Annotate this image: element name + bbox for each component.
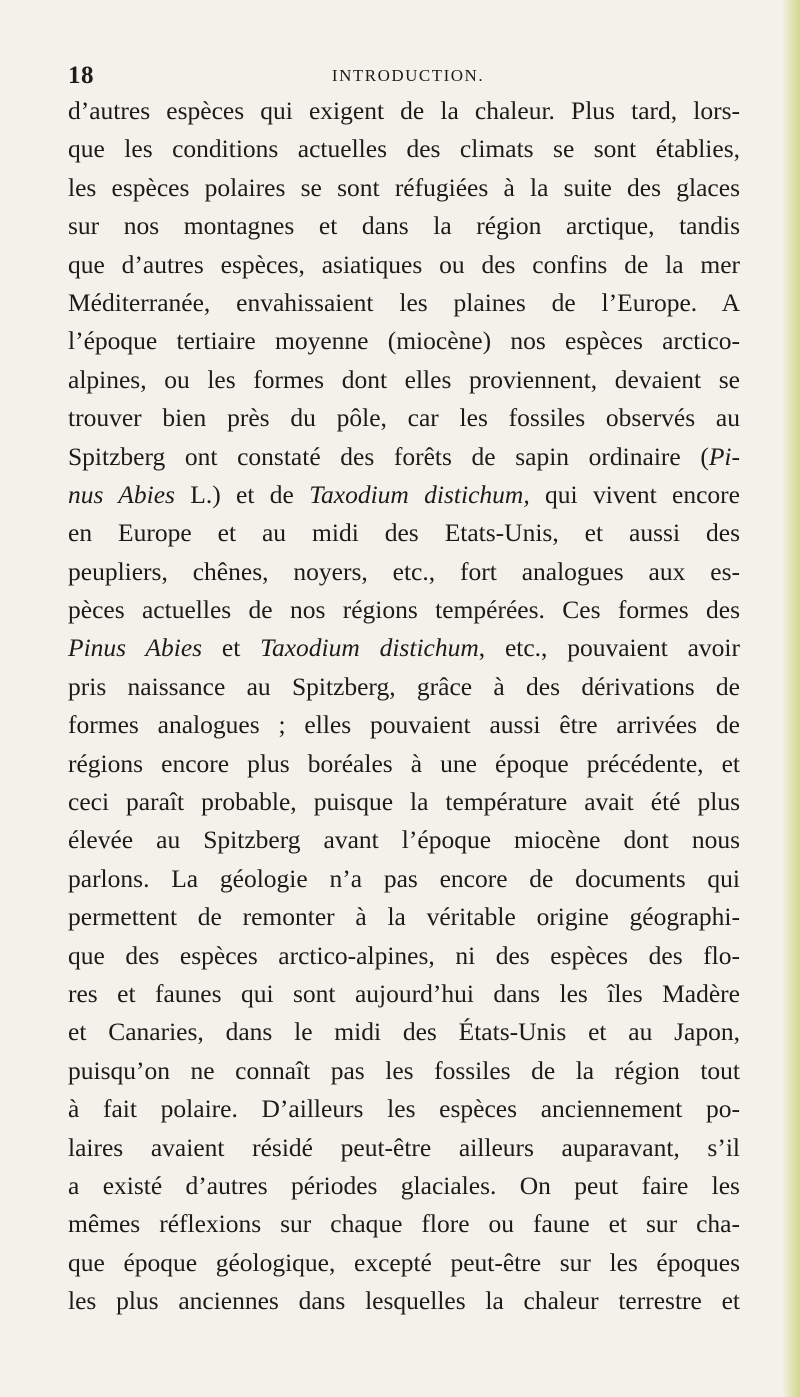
text-line	[68, 399, 740, 437]
text-run: sur nos montagnes et dans la région arctique, tandis	[68, 211, 740, 241]
text-line	[68, 1205, 740, 1243]
text-line	[68, 591, 740, 629]
page-edge	[782, 0, 800, 1397]
text-line	[68, 975, 740, 1013]
text-line	[68, 284, 740, 322]
text-line	[68, 821, 740, 859]
text-line	[68, 860, 740, 898]
text-line	[68, 668, 740, 706]
text-run: élevée au Spitzberg avant l’époque miocène dont nous	[68, 825, 740, 855]
text-line	[68, 706, 740, 744]
text-line	[68, 322, 740, 360]
text-run: que époque géologique, excepté peut-être sur les époques	[68, 1247, 740, 1277]
italic-text: Taxodium distichum,	[309, 479, 530, 509]
text-line	[68, 1013, 740, 1051]
text-run: trouver bien près du pôle, car les fossiles observés au	[68, 403, 740, 433]
text-run: qui vivent encore	[529, 479, 740, 509]
text-run: que les conditions actuelles des climats se sont établies,	[68, 134, 740, 164]
text-run: , etc., pouvaient avoir	[478, 633, 740, 663]
text-run: en Europe et au midi des Etats-Unis, et aussi des	[68, 518, 740, 548]
text-line	[68, 937, 740, 975]
page-header	[68, 62, 748, 92]
text-run: parlons. La géologie n’a pas encore de documents qui	[68, 863, 740, 893]
text-run: alpines, ou les formes dont elles proviennent, devaient se	[68, 364, 740, 394]
text-run: les espèces polaires se sont réfugiées à la suite des glaces	[68, 172, 740, 202]
text-run: que des espèces arctico-alpines, ni des espèces des flo-	[68, 940, 740, 970]
text-line	[68, 438, 740, 476]
text-line	[68, 1244, 740, 1282]
text-run: res et faunes qui sont aujourd’hui dans les îles Madère	[68, 978, 740, 1008]
page-number: 18	[68, 62, 94, 89]
text-line	[68, 361, 740, 399]
text-run: mêmes réflexions sur chaque flore ou faune et sur cha-	[68, 1209, 740, 1239]
text-run: pèces actuelles de nos régions tempérées. Ces formes des	[68, 595, 740, 625]
text-run: peupliers, chênes, noyers, etc., fort analogues aux es-	[68, 556, 740, 586]
text-line	[68, 783, 740, 821]
text-line	[68, 246, 740, 284]
text-run: régions encore plus boréales à une époque précédente, et	[68, 748, 740, 778]
text-line	[68, 745, 740, 783]
text-run: pris naissance au Spitzberg, grâce à des dérivations de	[68, 671, 740, 701]
text-run: formes analogues ; elles pouvaient aussi être arrivées de	[68, 710, 740, 740]
text-line	[68, 553, 740, 591]
text-run: et Canaries, dans le midi des États-Unis et au Japon,	[68, 1017, 740, 1047]
text-run: Spitzberg ont constaté des forêts de sapin ordinaire (	[68, 441, 709, 471]
text-run: que d’autres espèces, asiatiques ou des confins de la mer	[68, 249, 740, 279]
text-line	[68, 207, 740, 245]
text-run: à fait polaire. D’ailleurs les espèces anciennement po-	[68, 1094, 740, 1124]
text-run: et	[202, 633, 261, 663]
text-line	[68, 1282, 740, 1320]
text-line	[68, 1090, 740, 1128]
text-run: ceci paraît probable, puisque la température avait été plus	[68, 787, 740, 817]
italic-text: Pi-	[708, 441, 740, 471]
text-line	[68, 1167, 740, 1205]
text-run: a existé d’autres périodes glaciales. On peut faire les	[68, 1170, 740, 1200]
italic-text: Taxodium distichum	[260, 633, 479, 663]
text-line	[68, 629, 740, 667]
text-run: puisqu’on ne connaît pas les fossiles de la région tout	[68, 1055, 740, 1085]
text-line	[68, 92, 740, 130]
italic-text: Pinus Abies	[68, 633, 203, 663]
text-run: permettent de remonter à la véritable origine géographi-	[68, 902, 740, 932]
text-line	[68, 1129, 740, 1167]
text-run: Méditerranée, envahissaient les plaines de l’Europe. A	[68, 287, 740, 317]
text-run: L.) et de	[174, 479, 310, 509]
text-line	[68, 130, 740, 168]
text-run: l’époque tertiaire moyenne (miocène) nos espèces arctico-	[68, 326, 740, 356]
text-line	[68, 898, 740, 936]
body-text	[68, 92, 740, 1321]
text-line	[68, 476, 740, 514]
text-run: d’autres espèces qui exigent de la chaleur. Plus tard, lors-	[68, 96, 740, 125]
text-run: laires avaient résidé peut-être ailleurs auparavant, s’il	[68, 1132, 740, 1162]
text-line	[68, 1052, 740, 1090]
running-title: INTRODUCTION.	[331, 66, 485, 85]
text-line	[68, 514, 740, 552]
italic-text: nus Abies	[68, 479, 175, 509]
text-run: les plus anciennes dans lesquelles la chaleur terrestre et	[68, 1286, 740, 1316]
text-line	[68, 169, 740, 207]
